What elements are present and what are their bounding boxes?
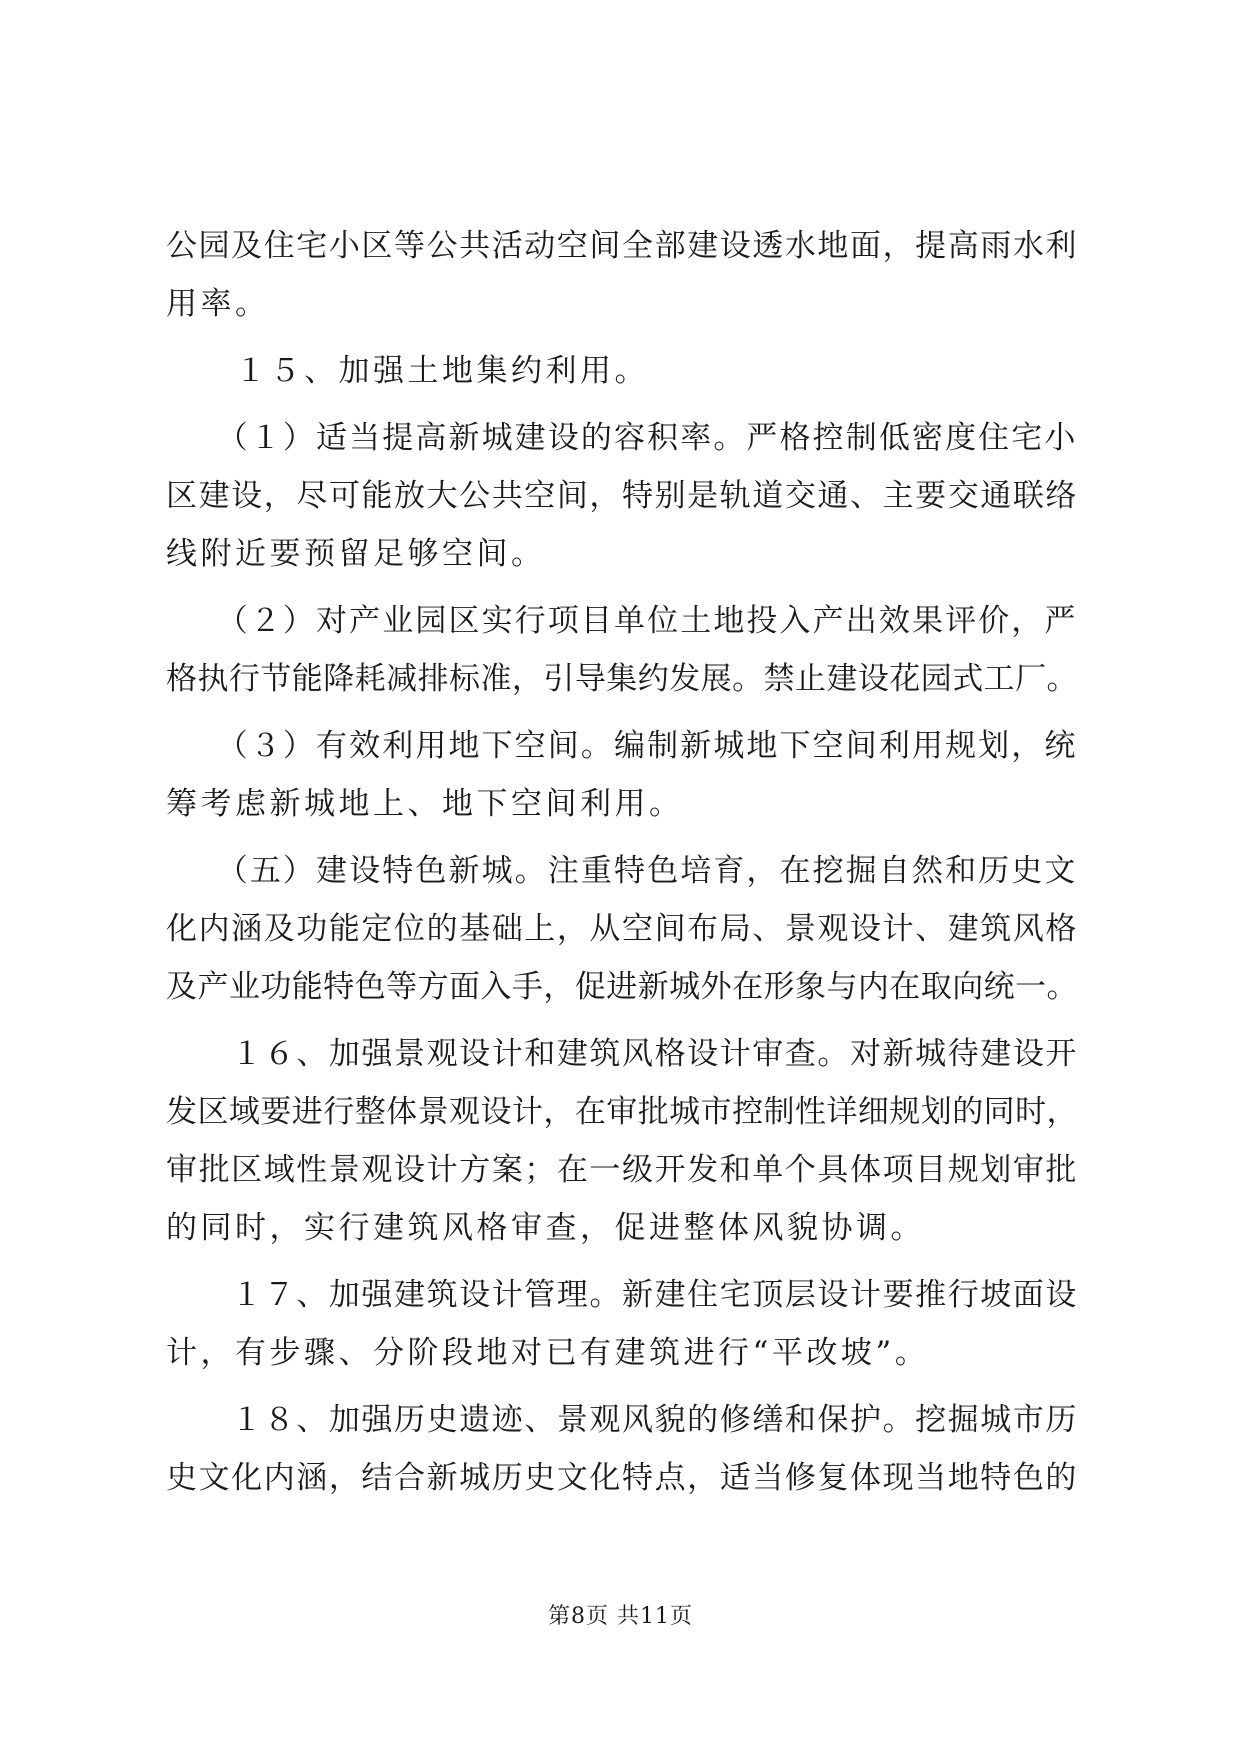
text-line-12: 化内涵及功能定位的基础上，从空间布局、景观设计、建筑风格 [166,911,1078,947]
text-line-3: １５、加强土地集约利用。 [166,353,649,389]
text-line-2: 用率。 [166,286,270,322]
text-line-8: 格执行节能降耗减排标准，引导集约发展。禁止建设花园式工厂。 [166,661,1078,697]
text-line-4: （１）适当提高新城建设的容积率。严格控制低密度住宅小 [166,420,1078,456]
text-line-16: 审批区域性景观设计方案；在一级开发和单个具体项目规划审批 [166,1152,1078,1188]
text-line-18: １７、加强建筑设计管理。新建住宅顶层设计要推行坡面设 [166,1277,1078,1313]
text-line-10: 筹考虑新城地上、地下空间利用。 [166,786,684,822]
text-line-9: （３）有效利用地下空间。编制新城地下空间利用规划，统 [166,728,1078,764]
text-line-14: １６、加强景观设计和建筑风格设计审查。对新城待建设开 [166,1036,1078,1072]
text-line-13: 及产业功能特色等方面入手，促进新城外在形象与内在取向统一。 [166,969,1078,1005]
text-line-17: 的同时，实行建筑风格审查，促进整体风貌协调。 [166,1210,925,1246]
text-line-5: 区建设，尽可能放大公共空间，特别是轨道交通、主要交通联络 [166,478,1078,514]
text-line-20: １８、加强历史遗迹、景观风貌的修缮和保护。挖掘城市历 [166,1402,1078,1438]
text-line-6: 线附近要预留足够空间。 [166,536,546,572]
text-line-15: 发区域要进行整体景观设计，在审批城市控制性详细规划的同时， [166,1094,1078,1130]
page-number-footer: 第8页 共11页 [548,1604,693,1629]
text-line-1: 公园及住宅小区等公共活动空间全部建设透水地面，提高雨水利 [166,228,1078,264]
text-line-19: 计，有步骤、分阶段地对已有建筑进行“平改坡”。 [166,1335,930,1371]
text-line-11: （五）建设特色新城。注重特色培育，在挖掘自然和历史文 [166,853,1078,889]
text-line-7: （２）对产业园区实行项目单位土地投入产出效果评价，严 [166,603,1078,639]
text-line-21: 史文化内涵，结合新城历史文化特点，适当修复体现当地特色的 [166,1460,1078,1496]
